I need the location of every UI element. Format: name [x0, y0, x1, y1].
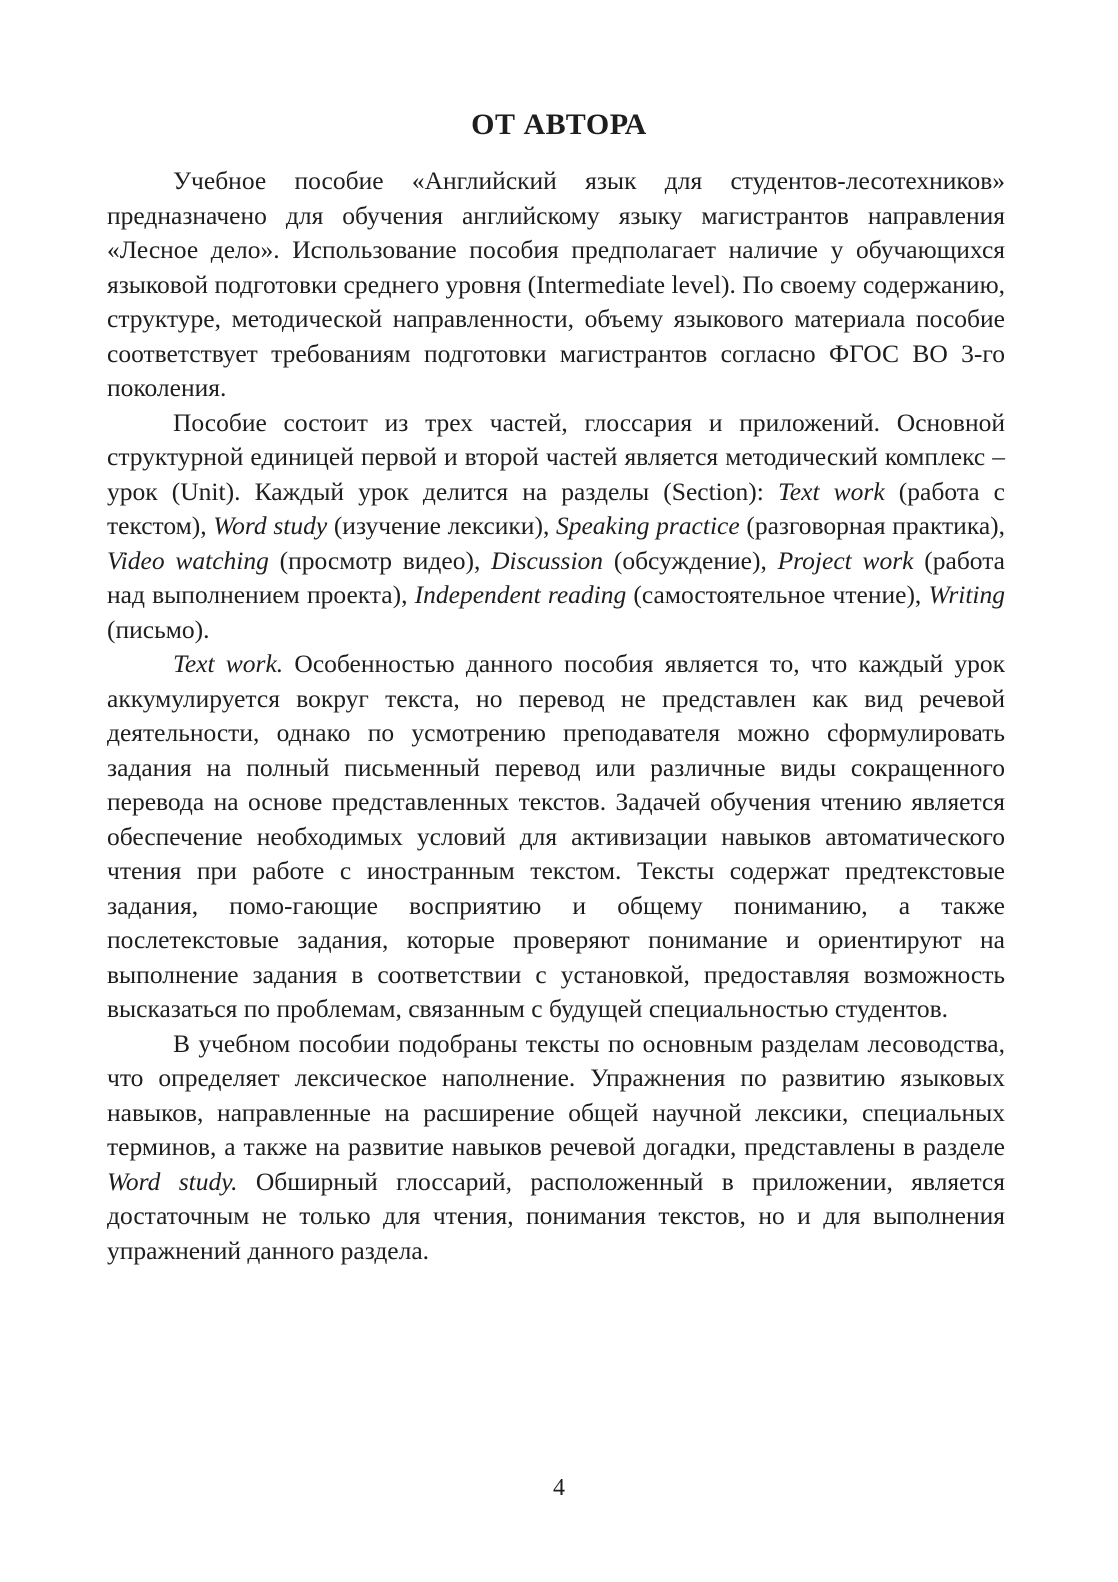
text-run: (просмотр видео), — [268, 545, 492, 575]
term-project-work: Project work — [777, 545, 914, 575]
text-run: (самостоятельное чтение), — [626, 580, 929, 609]
text-run: (работа над выполнением проекта), — [107, 545, 1005, 609]
text-run: (обсуждение), — [603, 545, 778, 575]
paragraph-text-work — [107, 647, 1005, 1027]
page-title: ОТ АВТОРА — [471, 108, 647, 141]
term-text-work: Text work — [777, 476, 885, 506]
term-speaking-practice: Speaking practice — [555, 511, 740, 540]
paragraph-structure — [107, 406, 1005, 648]
term-writing: Writing — [928, 580, 1006, 609]
text-run: (работа с текстом), — [107, 476, 1005, 540]
page-number: 4 — [553, 1475, 565, 1501]
paragraph-intro: Учебное пособие «Английский язык для студентов-лесотехников» предназначено для обучения английскому языку магистрантов направления «Лесное дело». Использование пособия предполагает наличие у обучающихся языковой подготовки среднего уровня (Intermediate level). По своему содержанию, структуре, методической направленности, объему языкового материала пособие соответствует требованиям подготовки магистрантов согласно ФГОС ВО 3-го поколения. — [107, 166, 1005, 402]
term-word-study: Word study — [213, 511, 328, 540]
paragraph-word-study — [107, 1027, 1005, 1269]
text-run: (письмо). — [107, 614, 210, 644]
text-run: Обширный глоссарий, расположенный в приложении, является достаточным не только для чтения, понимания текстов, но и для выполнения упражнений данного раздела. — [107, 1166, 1005, 1265]
text-run: (изучение лексики), — [327, 511, 556, 540]
term-independent-reading: Independent reading — [414, 580, 627, 609]
text-run: Особенностью данного пособия является то, что каждый урок аккумулируется вокруг текста, но перевод не представлен как вид речевой деятельности, однако по усмотрению преподавателя можно сформулировать задания на полный письменный перевод или различные виды сокращенного перевода на основе представленных текстов. Задачей обучения чтению является обеспечение необходимых условий для активизации навыков автоматического чтения при работе с иностранным текстом. Тексты содержат предтекстовые задания, помо-гающие восприятию и общему пониманию, а также послетекстовые задания, которые проверяют понимание и ориентируют на выполнение задания в соответствии с установкой, предоставляя возможность высказаться по проблемам, связанным с будущей специальностью студентов. — [107, 649, 1005, 1023]
term-video-watching: Video watching — [107, 545, 269, 575]
body-text — [107, 164, 1005, 1268]
text-run: В учебном пособии подобраны тексты по основным разделам лесоводства, что определяет лексическое наполнение. Упражнения по развитию языковых навыков, направленные на расширение общей научной лексики, специальных терминов, а также на развитие навыков речевой догадки, представлены в разделе — [107, 1028, 1005, 1161]
term-discussion: Discussion — [491, 545, 604, 575]
text-run: Пособие состоит из трех частей, глоссария и приложений. Основной структурной единицей первой и второй частей является методический комплекс – урок (Unit). Каждый урок делится на разделы (Section): — [107, 407, 1005, 506]
text-run: (разговорная практика), — [739, 511, 1006, 540]
term-text-work-heading: Text work. — [173, 649, 284, 678]
term-word-study-ref: Word study. — [107, 1166, 238, 1196]
